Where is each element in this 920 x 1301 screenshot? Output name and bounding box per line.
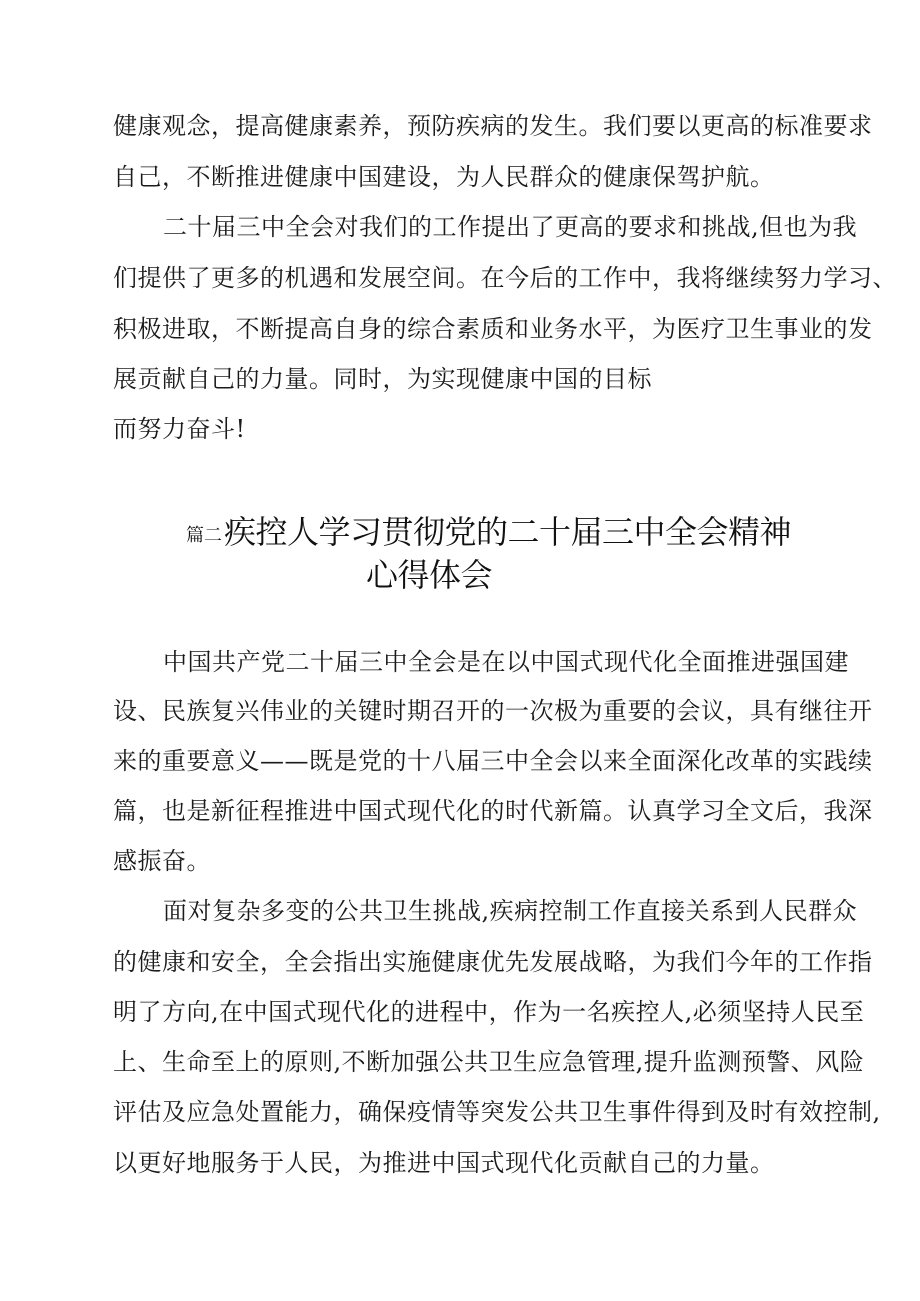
paragraph-line: 篇，也是新征程推进中国式现代化的时代新篇。认真学习全文后，我深 — [113, 797, 873, 825]
paragraph-line: 感振奋。 — [113, 847, 211, 875]
section-heading-continued — [366, 550, 492, 596]
paragraph-line: 中国共产党二十届三中全会是在以中国式现代化全面推进强国建 — [163, 648, 849, 676]
paragraph-line: 明了方向,在中国式现代化的进程中，作为一名疾控人,必须坚持人民至 — [113, 998, 865, 1026]
paragraph-line: 而努力奋斗! — [113, 415, 246, 443]
paragraph-line: 来的重要意义——既是党的十八届三中全会以来全面深化改革的实践续 — [113, 747, 873, 775]
paragraph-line: 上、生命至上的原则,不断加强公共卫生应急管理,提升监测预警、风险 — [113, 1048, 865, 1076]
paragraph-line: 面对复杂多变的公共卫生挑战,疾病控制工作直接关系到人民群众 — [163, 897, 858, 925]
heading-line-2: 心得体会 — [366, 556, 493, 594]
paragraph-line: 展贡献自己的力量。同时，为实现健康中国的目标 — [113, 365, 652, 393]
paragraph-line: 健康观念，提高健康素养，预防疾病的发生。我们要以更高的标准要求 — [113, 112, 873, 140]
paragraph-line: 们提供了更多的机遇和发展空间。在今后的工作中，我将继续努力学习、 — [113, 264, 897, 292]
paragraph-line: 自己，不断推进健康中国建设，为人民群众的健康保驾护航。 — [113, 163, 775, 191]
paragraph-line: 设、民族复兴伟业的关键时期召开的一次极为重要的会议，具有继往开 — [113, 697, 873, 725]
section-heading — [186, 507, 791, 553]
paragraph-line: 积极进取，不断提高自身的综合素质和业务水平，为医疗卫生事业的发 — [113, 315, 873, 343]
heading-prefix: 篇二 — [186, 525, 222, 546]
paragraph-line: 以更好地服务于人民，为推进中国式现代化贡献自己的力量。 — [113, 1149, 775, 1177]
paragraph-line: 评估及应急处置能力，确保疫情等突发公共卫生事件得到及时有效控制, — [113, 1098, 881, 1126]
paragraph-line: 的健康和安全，全会指出实施健康优先发展战略，为我们今年的工作指 — [113, 948, 873, 976]
heading-line-1: 疾控人学习贯彻党的二十届三中全会精神 — [224, 513, 792, 551]
paragraph-line: 二十届三中全会对我们的工作提出了更高的要求和挑战,但也为我 — [163, 213, 858, 241]
